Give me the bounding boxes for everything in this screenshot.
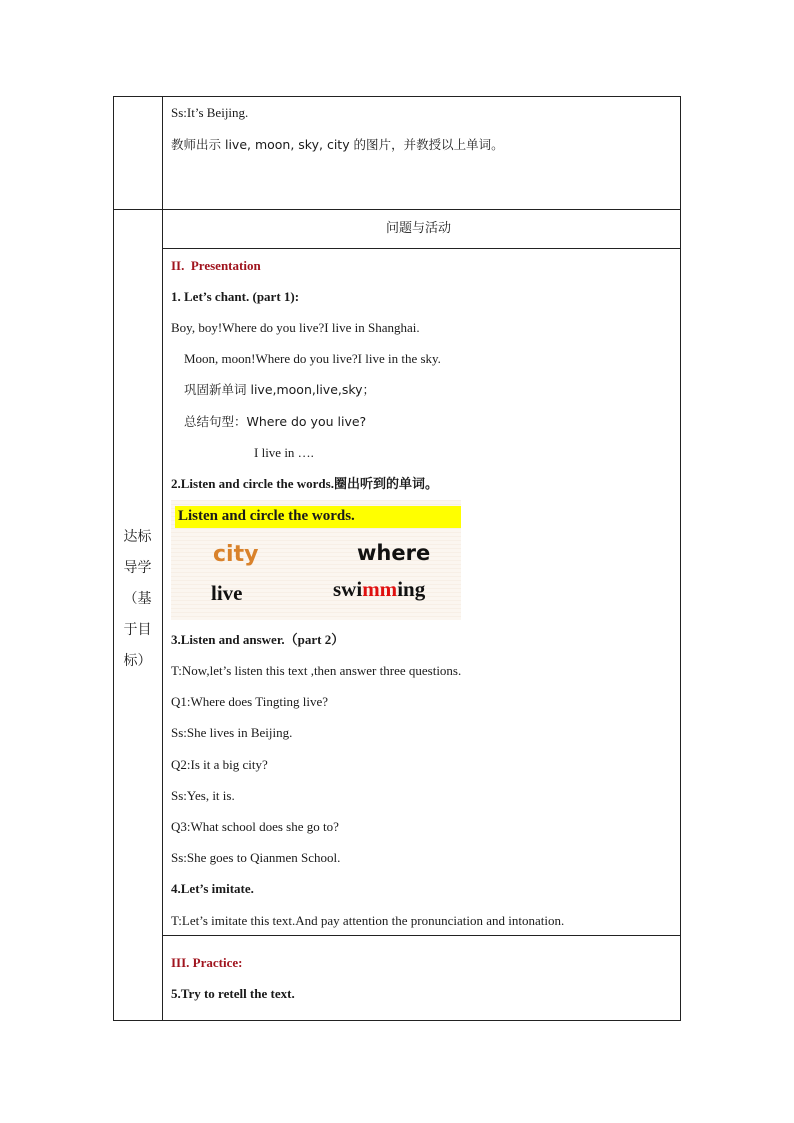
figure-banner-text: Listen and circle the words.: [178, 508, 355, 524]
question-1: Q1:Where does Tingting live?: [171, 694, 329, 709]
left-label: [113, 522, 162, 677]
question-3: Q3:What school does she go to?: [171, 819, 339, 834]
column-divider: [162, 96, 163, 1021]
review-words: 巩固新单词 live,moon,live,sky；: [184, 382, 376, 397]
left-label-1: 达标: [123, 529, 152, 545]
word-where: where: [357, 541, 431, 565]
word-city: city: [213, 542, 259, 567]
imitate-line: T:Let’s imitate this text.And pay attention the pronunciation and intonation.: [171, 913, 565, 928]
word-swimming-c: ing: [397, 577, 426, 601]
word-live: live: [211, 581, 243, 605]
chant-line-1: Boy, boy!Where do you live?I live in Shanghai.: [171, 320, 420, 335]
retell-line: 5.Try to retell the text.: [171, 986, 295, 1001]
top-line-2: 教师出示 live, moon, sky, city 的图片，并教授以上单词。: [171, 137, 504, 152]
left-label-3: （基: [123, 591, 152, 607]
practice-divider: [162, 935, 681, 936]
figure-banner: [175, 506, 461, 528]
presentation-title: II. Presentation: [171, 258, 261, 273]
word-swimming: [333, 577, 425, 602]
chant-line-2: Moon, moon!Where do you live?I live in the sky.: [184, 351, 441, 366]
answer-1: Ss:She lives in Beijing.: [171, 725, 293, 740]
left-label-5: 标）: [123, 653, 152, 669]
summary-pattern: 总结句型：Where do you live?: [184, 414, 367, 429]
practice-title: III. Practice:: [171, 955, 243, 970]
answer-heading: 3.Listen and answer.（part 2）: [171, 632, 345, 647]
left-label-2: 导学: [123, 560, 152, 576]
summary-line-2: I live in ….: [254, 445, 314, 460]
question-2: Q2:Is it a big city?: [171, 757, 268, 772]
answer-2: Ss:Yes, it is.: [171, 788, 235, 803]
word-swimming-a: swi: [333, 577, 363, 601]
left-label-4: 于目: [123, 622, 152, 638]
listen-heading: 2.Listen and circle the words.圈出听到的单词。: [171, 476, 438, 491]
answer-3: Ss:She goes to Qianmen School.: [171, 850, 341, 865]
listen-circle-figure: [171, 500, 461, 620]
activities-header: 问题与活动: [386, 221, 452, 236]
teacher-line: T:Now,let’s listen this text ,then answer three questions.: [171, 663, 462, 678]
row-divider-top: [113, 209, 681, 210]
header-divider: [162, 248, 681, 249]
imitate-heading: 4.Let’s imitate.: [171, 881, 254, 896]
chant-heading: 1. Let’s chant. (part 1):: [171, 289, 300, 304]
top-line-1: Ss:It’s Beijing.: [171, 105, 249, 120]
word-swimming-mm: mm: [362, 577, 398, 601]
